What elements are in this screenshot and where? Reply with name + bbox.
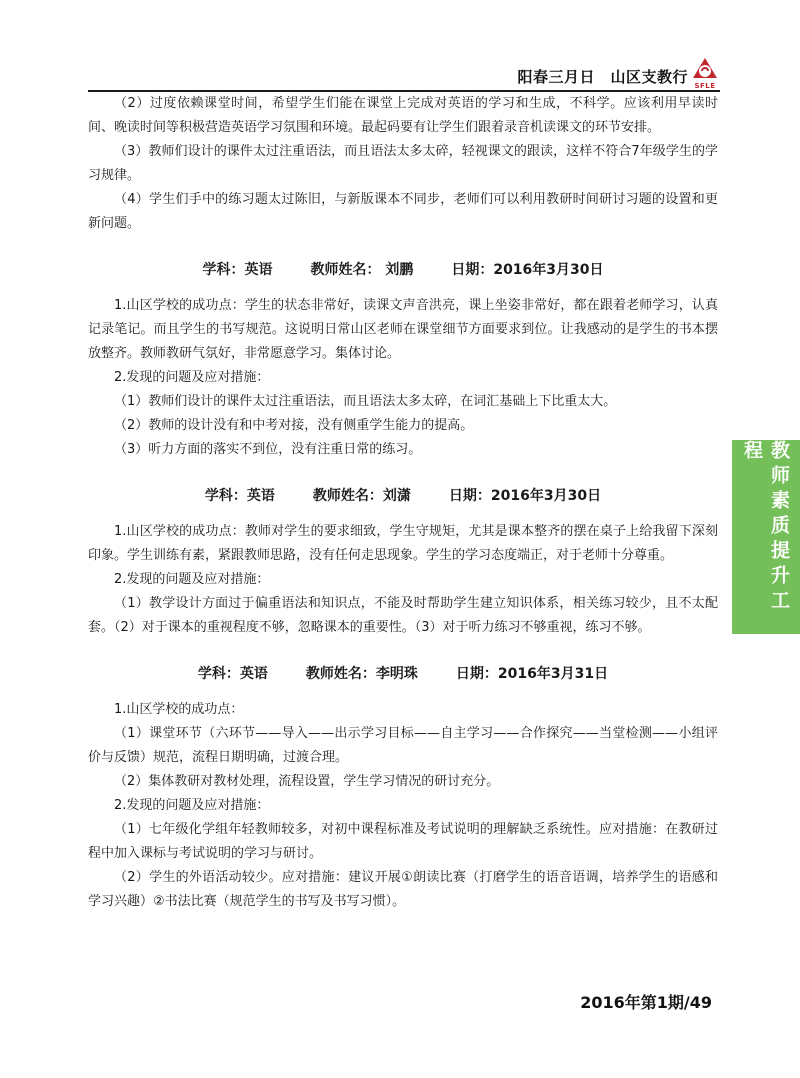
logo-mark-icon xyxy=(690,56,720,82)
section-meta xyxy=(88,486,718,506)
teacher-section xyxy=(88,260,718,462)
paragraph: 1.山区学校的成功点： xyxy=(114,702,244,717)
header-title: 阳春三月日 山区支教行 xyxy=(517,68,688,86)
paragraph: 1.山区学校的成功点：教师对学生的要求细致，学生守规矩，尤其是课本整齐的摆在桌子上给我留下深刻印象。学生训练有素，紧跟教师思路，没有任何走思现象。学生的学习态度端正，对于老师十分尊重。 xyxy=(88,524,718,563)
paragraph: （1）教学设计方面过于偏重语法和知识点，不能及时帮助学生建立知识体系，相关练习较少，且不太配套。（2）对于课本的重视程度不够，忽略课本的重要性。（3）对于听力练习不够重视，练习不够。 xyxy=(88,596,718,635)
date-label: 日期：2016年3月31日 xyxy=(455,666,609,682)
paragraph: 1.山区学校的成功点：学生的状态非常好，读课文声音洪亮，课上坐姿非常好，都在跟着老师学习，认真记录笔记。而且学生的书写规范。这说明日常山区老师在课堂细节方面要求到位。让我感动的是学生的书本摆放整齐。教师教研气氛好，非常愿意学习。集体讨论。 xyxy=(88,298,718,361)
page-header xyxy=(0,56,800,92)
paragraph: （2）教师的设计没有和中考对接，没有侧重学生能力的提高。 xyxy=(114,418,474,433)
logo-text: SFLE xyxy=(694,82,716,90)
teacher-name: 教师姓名：李明珠 xyxy=(305,666,418,682)
date-label: 日期：2016年3月30日 xyxy=(448,488,602,504)
article-body xyxy=(88,92,718,914)
paragraph: （2）过度依赖课堂时间，希望学生们能在课堂上完成对英语的学习和生成，不科学。应该利用早读时间、晚读时间等积极营造英语学习氛围和环境。最起码要有让学生们跟着录音机读课文的环节安排。 xyxy=(88,96,718,135)
teacher-section xyxy=(88,486,718,640)
paragraph: （2）集体教研对教材处理，流程设置，学生学习情况的研讨充分。 xyxy=(114,774,500,789)
paragraph: （1）课堂环节（六环节——导入——出示学习目标——自主学习——合作探究——当堂检测——小组评价与反馈）规范，流程日期明确，过渡合理。 xyxy=(88,726,718,765)
paragraph: （3）教师们设计的课件太过注重语法，而且语法太多太碎，轻视课文的跟读，这样不符合7年级学生的学习规律。 xyxy=(88,144,718,183)
paragraph: （1）教师们设计的课件太过注重语法，而且语法太多太碎，在词汇基础上下比重太大。 xyxy=(114,394,617,409)
section-meta xyxy=(88,260,718,280)
paragraph: 2.发现的问题及应对措施： xyxy=(114,798,270,813)
teacher-name: 教师姓名：刘潇 xyxy=(312,488,411,504)
section-side-tab xyxy=(732,440,800,634)
section-meta xyxy=(88,664,718,684)
date-label: 日期：2016年3月30日 xyxy=(451,262,604,278)
subject-label: 学科：英语 xyxy=(197,666,268,682)
sfle-logo xyxy=(690,56,720,90)
paragraph: （2）学生的外语活动较少。应对措施：建议开展①朗读比赛（打磨学生的语音语调，培养学生的语感和学习兴趣）②书法比赛（规范学生的书写及书写习惯）。 xyxy=(88,870,718,909)
teacher-name: 教师姓名： 刘鹏 xyxy=(310,262,414,278)
page-number: 2016年第1期/49 xyxy=(580,993,712,1012)
paragraph: （1）七年级化学组年轻教师较多，对初中课程标准及考试说明的理解缺乏系统性。应对措施：在教研过程中加入课标与考试说明的学习与研讨。 xyxy=(88,822,718,861)
side-tab-label: 教师素质提升工程 xyxy=(741,440,790,615)
paragraph: （3）听力方面的落实不到位，没有注重日常的练习。 xyxy=(114,442,422,457)
intro-block xyxy=(88,92,718,236)
teacher-section xyxy=(88,664,718,914)
paragraph: 2.发现的问题及应对措施： xyxy=(114,370,270,385)
paragraph: 2.发现的问题及应对措施： xyxy=(114,572,270,587)
paragraph: （4）学生们手中的练习题太过陈旧，与新版课本不同步，老师们可以利用教研时间研讨习题的设置和更新问题。 xyxy=(88,192,718,231)
subject-label: 学科：英语 xyxy=(202,262,273,278)
subject-label: 学科：英语 xyxy=(204,488,275,504)
